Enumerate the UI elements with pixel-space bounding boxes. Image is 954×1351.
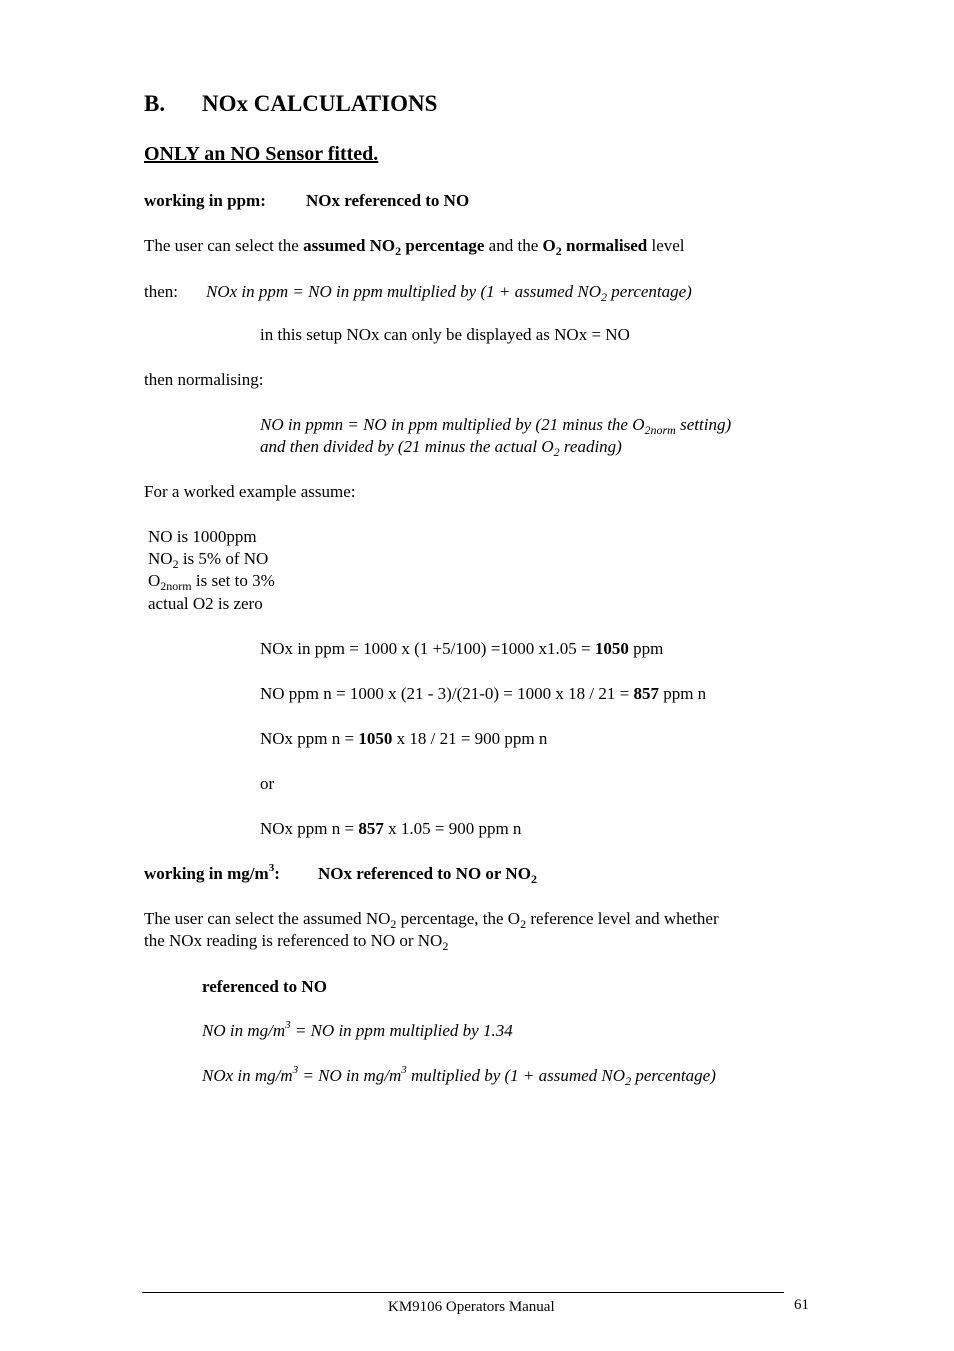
footer-rule — [142, 1292, 784, 1293]
mg-formula1: NO in $mg/m^3$ = NO in ppm multiplied by 1.34 — [202, 1019, 513, 1040]
mg-intro-line2: the NOx reading is referenced to NO or $NO_2$ — [144, 931, 449, 953]
calc-line1: NOx in ppm = 1000 x (1 +5/100) =1000 x1.05 = 1050 ppm — [260, 639, 664, 658]
normalising-label: then normalising: — [144, 370, 264, 389]
norm-formula-line2: and then divided by (21 minus the actual $O_2$ reading) — [260, 437, 622, 459]
mg-heading-label: working in $mg/m^3$: — [144, 862, 280, 883]
mg-intro-line1: The user can select the assumed $NO_2$ percentage, the $O_2$ reference level and whether — [144, 909, 719, 931]
assume-line1: NO is 1000ppm — [148, 527, 257, 546]
intro-paragraph: The user can select the assumed $NO_2$ percentage and the $O_2$ normalised level — [144, 236, 685, 258]
ppm-heading-ref: NOx referenced to NO — [306, 191, 470, 210]
norm-formula-line1: NO in ppmn = NO in ppm multiplied by (21 minus the $O_{2norm}$ setting) — [260, 415, 732, 437]
example-intro: For a worked example assume: — [144, 482, 356, 501]
ref-no-heading: referenced to NO — [202, 977, 327, 996]
formula1-lead: then: — [144, 282, 178, 301]
footer-page-number: 61 — [794, 1297, 809, 1313]
footer-manual-title: KM9106 Operators Manual — [388, 1299, 555, 1315]
calc-line2: NO ppm n = 1000 x (21 - 3)/(21-0) = 1000 x 18 / 21 = 857 ppm n — [260, 684, 707, 703]
setup-note: in this setup NOx can only be displayed as NOx = NO — [260, 325, 630, 344]
or-text: or — [260, 774, 275, 793]
assume-line3: $O_{2norm}$ is set to 3% — [148, 571, 275, 593]
section-title: NOx CALCULATIONS — [202, 91, 438, 116]
formula1: NOx in ppm = NO in ppm multiplied by (1 + assumed $NO_2$ percentage) — [206, 282, 692, 304]
calc-line3: NOx ppm n = 1050 x 18 / 21 = 900 ppm n — [260, 729, 548, 748]
mg-formula2: NOx in $mg/m^3$ = NO in $mg/m^3$ multiplied by (1 + assumed $NO_2$ percentage) — [202, 1064, 716, 1088]
subheading: ONLY an NO Sensor fitted. — [144, 143, 379, 165]
calc-line4: NOx ppm n = 857 x 1.05 = 900 ppm n — [260, 819, 522, 838]
ppm-heading-label: working in ppm: — [144, 191, 266, 210]
section-letter: B. — [144, 91, 166, 116]
mg-heading-ref: NOx referenced to NO or $NO_2$ — [318, 864, 537, 886]
assume-line2: $NO_2$ is 5% of NO — [148, 549, 269, 571]
assume-line4: actual O2 is zero — [148, 594, 263, 613]
